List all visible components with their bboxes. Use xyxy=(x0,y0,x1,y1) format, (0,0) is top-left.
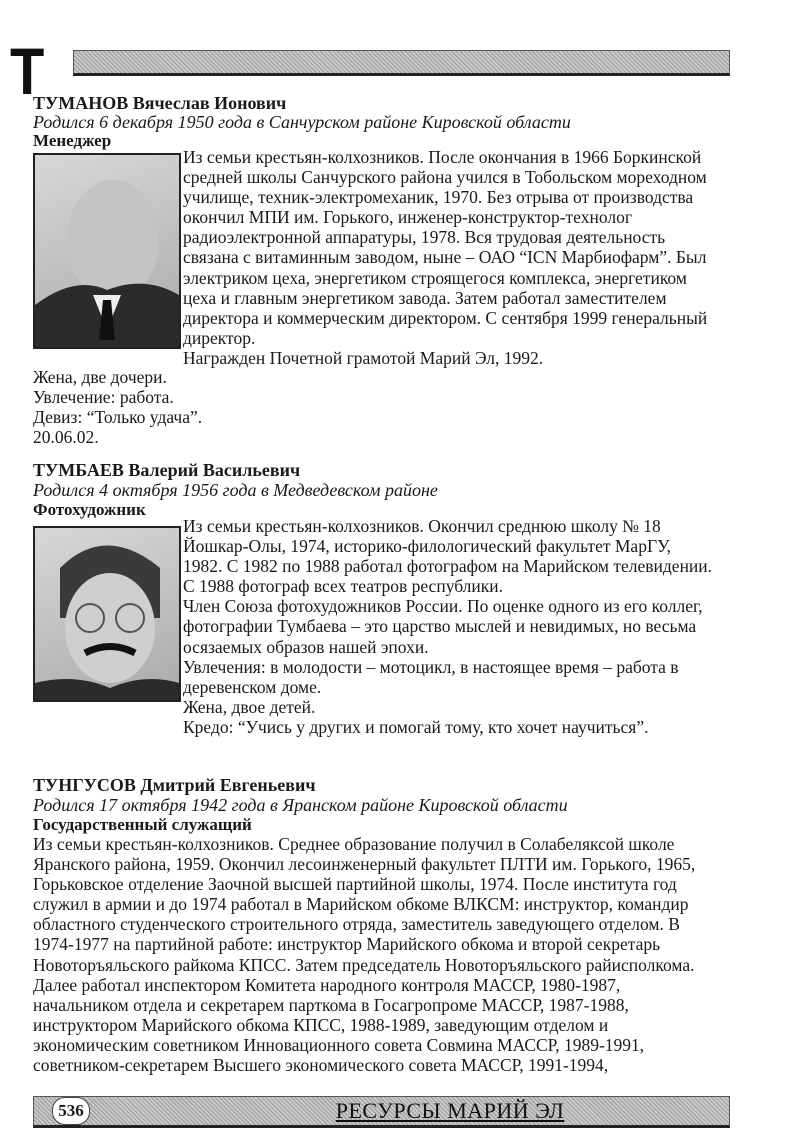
bio-line: радиоэлектронной аппаратуры, 1978. Вся трудовая деятельность xyxy=(183,227,666,248)
entry-bio xyxy=(183,147,707,368)
entry-bio xyxy=(33,834,695,1075)
bio-line: начальником отдела и секретарем парткома в Госагропроме МАССР, 1987-1988, xyxy=(33,994,629,1015)
entry-profession: Менеджер xyxy=(33,131,112,150)
entry-name: ТУМБАЕВ Валерий Васильевич xyxy=(33,460,301,480)
bio-line: окончил МПИ им. Горького, инженер-конструктор-технолог xyxy=(183,207,633,228)
bio-line: Из семьи крестьян-колхозников. Среднее образование получил в Солабеляксой школе xyxy=(33,834,675,854)
bio-line: деревенском доме. xyxy=(183,676,322,697)
entry-name: ТУНГУСОВ Дмитрий Евгеньевич xyxy=(33,775,316,795)
extra-line: Увлечение: работа. xyxy=(33,387,174,408)
bio-line: Из семьи крестьян-колхозников. Окончил среднюю школу № 18 xyxy=(183,516,661,536)
bio-line: Награжден Почетной грамотой Марий Эл, 1992. xyxy=(183,347,544,368)
bio-line: Горьковское отделение Заочной высшей партийной школы, 1974. После института год xyxy=(33,874,677,895)
portrait-photo xyxy=(33,526,181,702)
bio-line: фотографии Тумбаева – это царство мыслей и невидимых, но весьма xyxy=(183,616,697,637)
portrait-image-icon xyxy=(35,528,179,700)
section-header-band xyxy=(73,50,730,76)
extra-line: Жена, две дочери. xyxy=(33,367,167,387)
bio-line: училище, техник-электромеханик, 1970. Без отрыва от производства xyxy=(183,187,694,208)
bio-line: служил в армии и до 1974 работал в Марийском обкоме ВЛКСМ: инструктор, командир xyxy=(33,894,689,915)
portrait-photo xyxy=(33,153,181,349)
bio-line: средней школы Санчурского района учился в Тобольском мореходном xyxy=(183,167,707,188)
bio-line: электриком цеха, энергетиком строящегося комплекса, энергетиком xyxy=(183,267,687,288)
bio-line: Жена, двое детей. xyxy=(183,696,316,717)
bio-line: областного студенческого строительного отряда, заместитель заведующего отделом. В xyxy=(33,914,680,935)
bio-line: Далее работал инспектором Комитета народного контроля МАССР, 1980-1987, xyxy=(33,974,621,995)
bio-line: Яранского района, 1959. Окончил лесоинженерный факультет ПЛТИ им. Горького, 1965, xyxy=(33,854,696,875)
bio-line: Йошкар-Олы, 1974, историко-филологический факультет МарГУ, xyxy=(183,536,671,557)
entry-profession: Фотохудожник xyxy=(33,500,146,519)
bio-line: директора и коммерческим директором. С сентября 1999 генеральный xyxy=(183,307,708,328)
entry-bio xyxy=(183,516,712,737)
entry-profession: Государственный служащий xyxy=(33,815,252,834)
entry-extra xyxy=(33,367,202,447)
bio-line: 1974-1977 на партийной работе: инструктор Марийского обкома и второй секретарь xyxy=(33,934,661,955)
entry-birth: Родился 17 октября 1942 года в Яранском районе Кировской области xyxy=(33,795,568,815)
bio-line: Новоторъяльского райкома КПСС. Затем председатель Новоторъяльского райисполкома. xyxy=(33,954,695,975)
bio-line: С 1988 фотограф всех театров республики. xyxy=(183,576,504,597)
extra-line: Девиз: “Только удача”. xyxy=(33,407,203,428)
extra-line: 20.06.02. xyxy=(33,427,99,448)
entry-birth: Родился 6 декабря 1950 года в Санчурском районе Кировской области xyxy=(33,112,571,132)
page-number: 536 xyxy=(52,1097,90,1125)
footer-title: РЕСУРСЫ МАРИЙ ЭЛ xyxy=(335,1098,565,1123)
bio-line: Член Союза фотохудожников России. По оценке одного из его коллег, xyxy=(183,596,703,617)
section-letter: Т xyxy=(10,34,45,108)
bio-line: советником-секретарем Высшего экономического совета МАССР, 1991-1994, xyxy=(33,1055,609,1076)
bio-line: осязаемых образов нашей эпохи. xyxy=(183,636,429,657)
portrait-image-icon xyxy=(35,155,179,347)
bio-line: экономическим советником Инновационного совета Совмина МАССР, 1989-1991, xyxy=(33,1034,645,1055)
bio-line: цеха и главным энергетиком завода. Затем работал заместителем xyxy=(183,287,667,308)
bio-line: Кредо: “Учись у других и помогай тому, кто хочет научиться”. xyxy=(183,716,649,737)
bio-line: 1982. С 1982 по 1988 работал фотографом на Марийском телевидении. xyxy=(183,556,713,577)
bio-line: директор. xyxy=(183,327,256,348)
entry-birth: Родился 4 октября 1956 года в Медведевском районе xyxy=(33,480,438,500)
bio-line: Увлечения: в молодости – мотоцикл, в настоящее время – работа в xyxy=(183,656,679,677)
bio-line: Из семьи крестьян-колхозников. После окончания в 1966 Боркинской xyxy=(183,147,702,167)
bio-line: инструктором Марийского обкома КПСС, 1988-1989, заведующим отделом и xyxy=(33,1014,609,1035)
entry-name: ТУМАНОВ Вячеслав Ионович xyxy=(33,93,287,113)
bio-line: связана с витаминным заводом, ныне – ОАО “ICN Марбиофарм”. Был xyxy=(183,247,707,268)
